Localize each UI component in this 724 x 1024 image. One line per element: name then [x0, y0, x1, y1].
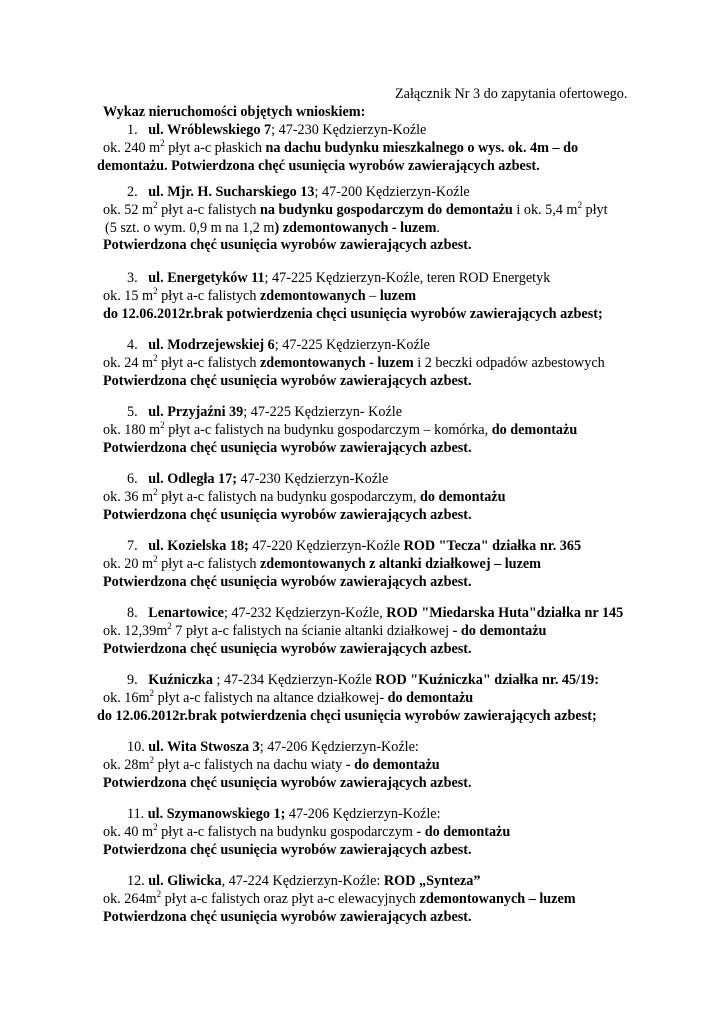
item-heading: 7. ul. Kozielska 18; 47-220 Kędzierzyn-Koźle ROD "Tecza" działka nr. 365: [127, 538, 582, 554]
item-status: Potwierdzona chęć usunięcia wyrobów zawierających azbest.: [103, 640, 472, 657]
item-heading: 3. ul. Energetyków 11; 47-225 Kędzierzyn-Koźle, teren ROD Energetyk: [127, 270, 551, 286]
annex-heading: Załącznik Nr 3 do zapytania ofertowego.: [395, 86, 628, 102]
item-description: ok. 15 $m^2$ płyt a-c falistych zdemontowanych – luzem: [103, 285, 417, 304]
list-intro: Wykaz nieruchomości objętych wnioskiem:: [103, 104, 366, 120]
item-description: ok. 24 $m^2$ płyt a-c falistych zdemontowanych - luzem i 2 beczki odpadów azbestowych: [103, 352, 605, 371]
item-status: do 12.06.2012r.brak potwierdzenia chęci usunięcia wyrobów zawierających azbest;: [103, 305, 603, 322]
list-item: [103, 471, 506, 524]
item-description: ok. 240 $m^2$ płyt a-c płaskich na dachu budynku mieszkalnego o wys. ok. 4m – do: [103, 137, 579, 156]
list-item: [97, 672, 599, 725]
item-status: do 12.06.2012r.brak potwierdzenia chęci usunięcia wyrobów zawierających azbest;: [97, 707, 597, 724]
list-item: [103, 605, 623, 658]
list-item: [97, 122, 578, 175]
item-description: ok. 52 $m^2$ płyt a-c falistych na budynku gospodarczym do demontażu i ok. 5,4 $m^2$ płyt: [103, 199, 608, 218]
list-item: [103, 270, 603, 323]
item-heading: 11. ul. Szymanowskiego 1; 47-206 Kędzierzyn-Koźle:: [127, 806, 441, 822]
item-description: ok. 180 $m^2$ płyt a-c falistych na budynku gospodarczym – komórka, do demontażu: [103, 419, 578, 438]
item-status: demontażu. Potwierdzona chęć usunięcia wyrobów zawierających azbest.: [97, 157, 540, 174]
item-heading: 8. Lenartowice; 47-232 Kędzierzyn-Koźle, ROD "Miedarska Huta"działka nr 145: [127, 605, 624, 621]
list-item: [103, 873, 576, 926]
item-description: ok. 36 $m^2$ płyt a-c falistych na budynku gospodarczym, do demontażu: [103, 486, 506, 505]
list-item: [103, 739, 472, 792]
item-status: Potwierdzona chęć usunięcia wyrobów zawierających azbest.: [103, 506, 472, 523]
item-heading: 5. ul. Przyjaźni 39; 47-225 Kędzierzyn- Koźle: [127, 404, 403, 420]
item-heading: 4. ul. Modrzejewskiej 6; 47-225 Kędzierzyn-Koźle: [127, 337, 430, 353]
list-item: [103, 538, 581, 591]
item-status: Potwierdzona chęć usunięcia wyrobów zawierających azbest.: [103, 908, 472, 925]
item-description: ok. $28m^2$ płyt a-c falistych na dachu wiaty - do demontażu: [103, 754, 440, 773]
item-status: Potwierdzona chęć usunięcia wyrobów zawierających azbest.: [103, 774, 472, 791]
item-status: Potwierdzona chęć usunięcia wyrobów zawierających azbest.: [103, 841, 472, 858]
item-description-cont: (5 szt. o wym. 0,9 m na 1,2 m) zdemontowanych - luzem.: [105, 219, 440, 236]
list-item: [103, 337, 605, 390]
list-item: [103, 806, 510, 859]
item-heading: 9. Kuźniczka ; 47-234 Kędzierzyn-Koźle ROD "Kuźniczka" działka nr. 45/19:: [127, 672, 599, 688]
item-heading: 12. ul. Gliwicka, 47-224 Kędzierzyn-Koźle: ROD „Synteza”: [127, 873, 481, 889]
item-description: ok. $264m^2$ płyt a-c falistych oraz płyt a-c elewacyjnych zdemontowanych – luzem: [103, 888, 576, 907]
item-status: Potwierdzona chęć usunięcia wyrobów zawierających azbest.: [103, 573, 472, 590]
item-status: Potwierdzona chęć usunięcia wyrobów zawierających azbest.: [103, 372, 472, 389]
item-heading: 10. ul. Wita Stwosza 3; 47-206 Kędzierzyn-Koźle:: [127, 739, 419, 755]
item-description: ok. $12,39m^2$ 7 płyt a-c falistych na ścianie altanki działkowej - do demontażu: [103, 620, 547, 639]
item-description: ok. $16m^2$ płyt a-c falistych na altance działkowej- do demontażu: [103, 687, 474, 706]
item-status: Potwierdzona chęć usunięcia wyrobów zawierających azbest.: [103, 439, 472, 456]
item-status: Potwierdzona chęć usunięcia wyrobów zawierających azbest.: [103, 237, 472, 254]
list-item: [103, 184, 608, 255]
item-heading: 2. ul. Mjr. H. Sucharskiego 13; 47-200 Kędzierzyn-Koźle: [127, 184, 470, 200]
item-heading: 6. ul. Odległa 17; 47-230 Kędzierzyn-Koźle: [127, 471, 389, 487]
item-description: ok. 20 $m^2$ płyt a-c falistych zdemontowanych z altanki działkowej – luzem: [103, 553, 541, 572]
item-heading: 1. ul. Wróblewskiego 7; 47-230 Kędzierzyn-Koźle: [127, 122, 427, 138]
list-item: [103, 404, 577, 457]
item-description: ok. 40 $m^2$ płyt a-c falistych na budynku gospodarczym - do demontażu: [103, 821, 511, 840]
